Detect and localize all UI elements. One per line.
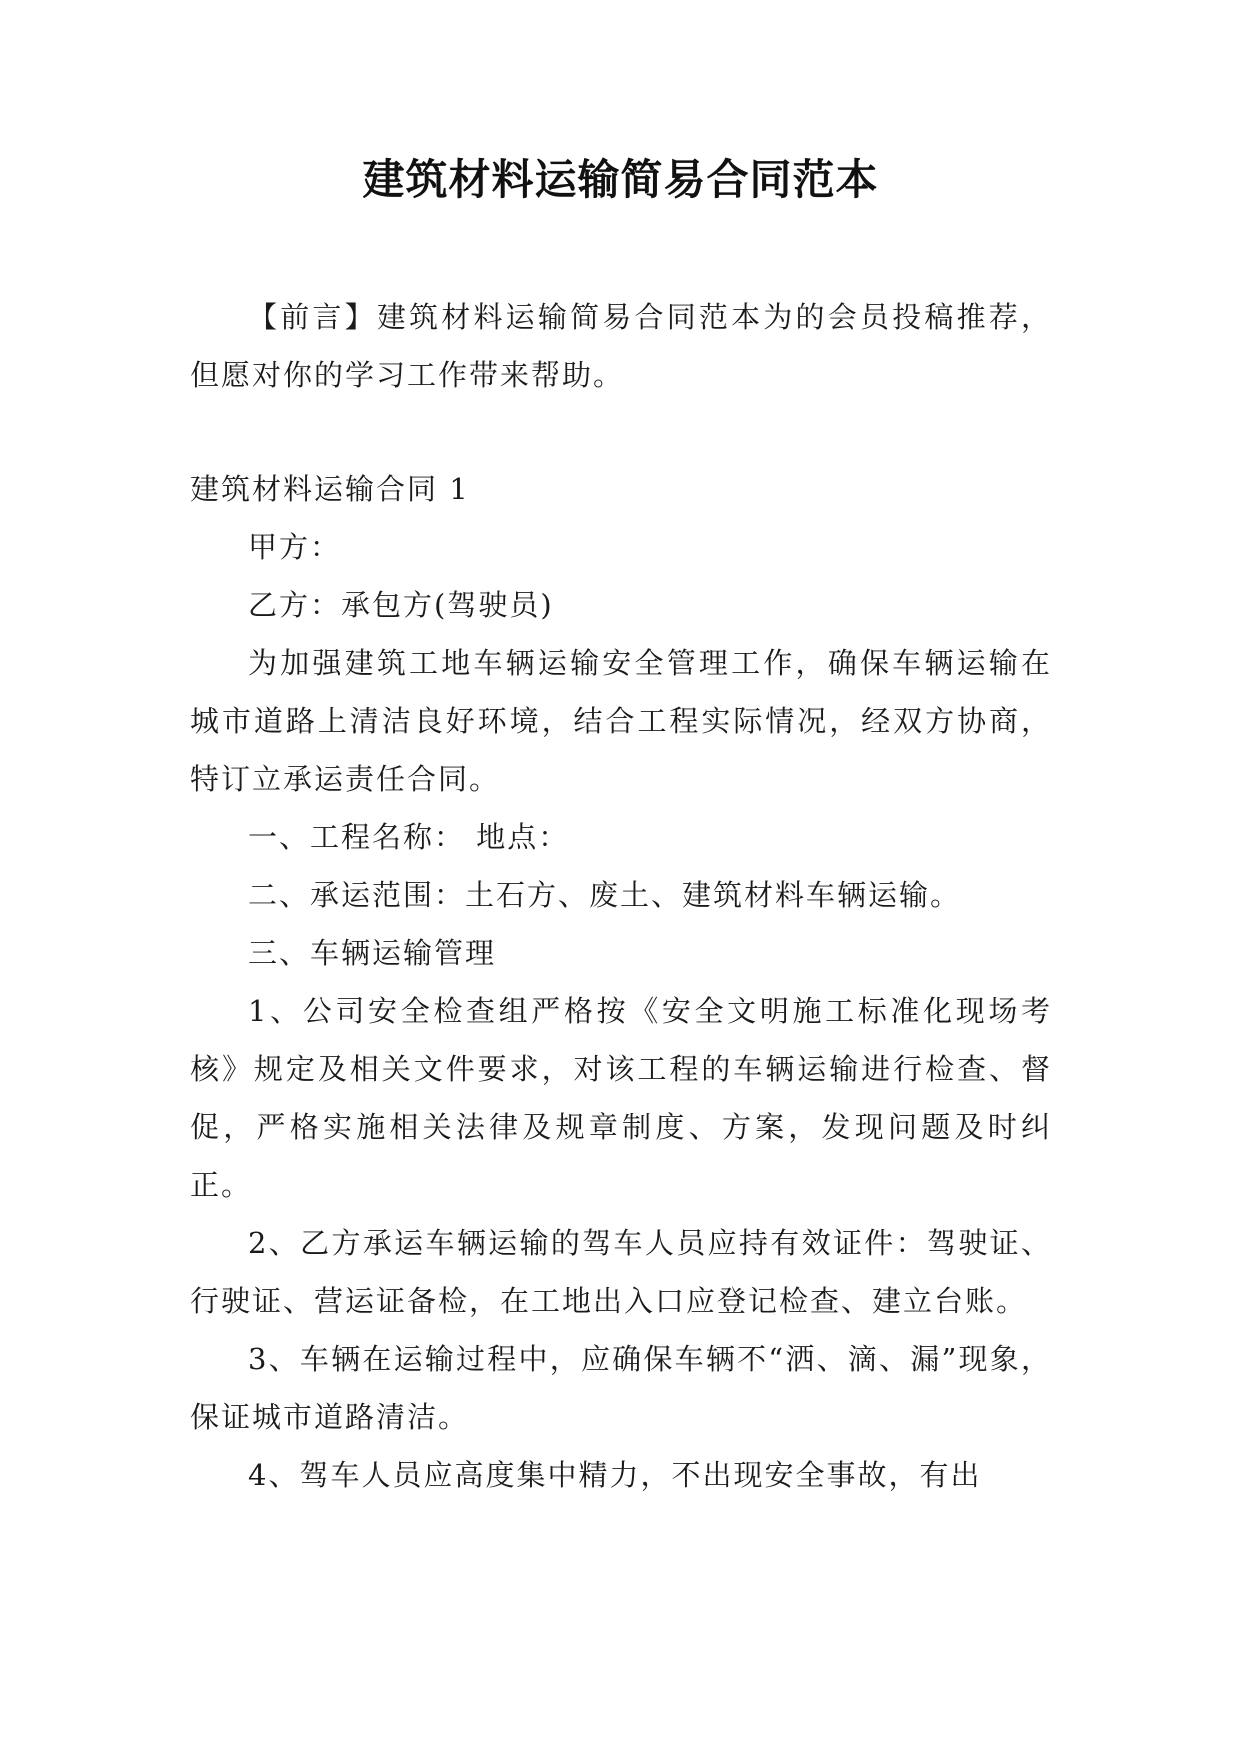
paragraph-clause-3: 三、车辆运输管理	[248, 936, 497, 970]
paragraph-clause-2: 二、承运范围：土石方、废土、建筑材料车辆运输。	[248, 878, 962, 912]
paragraph-party-a: 甲方：	[248, 530, 342, 564]
paragraph-item-4: 4、驾车人员应高度集中精力，不出现安全事故，有出	[248, 1458, 982, 1492]
document-body	[190, 288, 1052, 1504]
paragraph-item-1: 1、公司安全检查组严格按《安全文明施工标准化现场考核》规定及相关文件要求，对该工程的车辆运输进行检查、督促，严格实施相关法律及规章制度、方案，发现问题及时纠正。	[190, 994, 1052, 1202]
section-heading: 建筑材料运输合同 1	[190, 472, 470, 506]
spacer	[190, 404, 1052, 460]
paragraph-item-2: 2、乙方承运车辆运输的驾车人员应持有效证件：驾驶证、行驶证、营运证备检，在工地出入口应登记检查、建立台账。	[190, 1226, 1052, 1318]
paragraph-item-3: 3、车辆在运输过程中，应确保车辆不“洒、滴、漏”现象，保证城市道路清洁。	[190, 1342, 1052, 1434]
paragraph-party-b: 乙方：承包方(驾驶员)	[248, 588, 554, 622]
paragraph-purpose: 为加强建筑工地车辆运输安全管理工作，确保车辆运输在城市道路上清洁良好环境，结合工程实际情况，经双方协商，特订立承运责任合同。	[190, 646, 1052, 796]
document-title: 建筑材料运输简易合同范本	[362, 155, 879, 204]
paragraph-clause-1: 一、工程名称： 地点：	[248, 820, 570, 854]
preface-paragraph: 【前言】建筑材料运输简易合同范本为的会员投稿推荐，但愿对你的学习工作带来帮助。	[190, 300, 1052, 392]
